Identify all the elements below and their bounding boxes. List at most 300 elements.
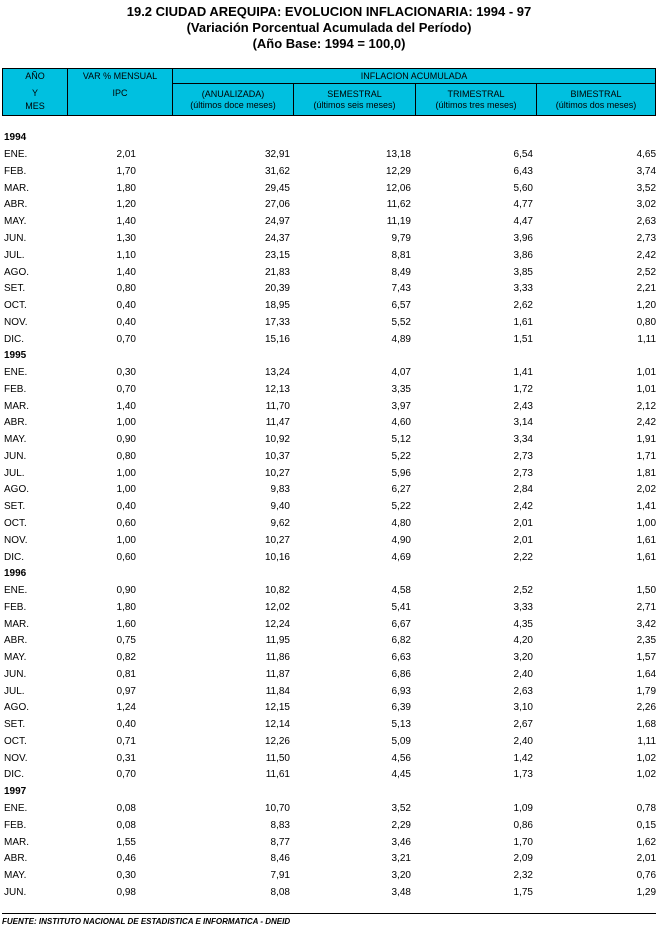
month-cell: JUN. <box>4 232 27 244</box>
trimestral-cell: 2,40 <box>513 668 533 680</box>
month-cell: ENE. <box>4 367 28 379</box>
trimestral-cell: 2,01 <box>513 534 533 546</box>
table-row <box>2 147 656 164</box>
month-cell: JUN. <box>4 450 27 462</box>
anualizada-cell: 8,46 <box>270 853 290 865</box>
anualizada-cell: 24,37 <box>264 232 290 244</box>
header-ano: AÑO <box>25 71 45 81</box>
anualizada-cell: 12,13 <box>264 383 290 395</box>
bimestral-cell: 1,61 <box>636 551 657 563</box>
anualizada-cell: 12,24 <box>264 618 290 630</box>
year-row <box>2 566 656 583</box>
semestral-cell: 4,60 <box>391 417 411 429</box>
semestral-cell: 4,56 <box>391 752 411 764</box>
table-row <box>2 415 656 432</box>
semestral-cell: 9,79 <box>391 232 411 244</box>
bimestral-cell: 1,01 <box>636 367 657 379</box>
footer-divider <box>2 913 656 914</box>
bimestral-cell: 1,81 <box>636 467 657 479</box>
bimestral-cell: 2,71 <box>636 601 657 613</box>
table-row <box>2 599 656 616</box>
var-mensual-cell: 0,80 <box>116 450 136 462</box>
var-mensual-cell: 0,31 <box>116 752 136 764</box>
header-anualizada-sub: (últimos doce meses) <box>190 100 276 110</box>
table-row <box>2 381 656 398</box>
table-row <box>2 868 656 885</box>
var-mensual-cell: 0,70 <box>116 383 136 395</box>
semestral-cell: 4,07 <box>391 367 411 379</box>
bimestral-cell: 2,21 <box>636 283 657 295</box>
trimestral-cell: 2,32 <box>513 870 533 882</box>
month-cell: DIC. <box>4 551 24 563</box>
table-row <box>2 516 656 533</box>
table-row <box>2 231 656 248</box>
bimestral-cell: 2,63 <box>636 216 657 228</box>
bimestral-cell: 1,61 <box>636 534 657 546</box>
anualizada-cell: 21,83 <box>264 266 290 278</box>
table-row <box>2 164 656 181</box>
var-mensual-cell: 1,00 <box>116 467 136 479</box>
var-mensual-cell: 0,81 <box>116 668 136 680</box>
trimestral-cell: 2,63 <box>513 685 533 697</box>
table-row <box>2 314 656 331</box>
trimestral-cell: 2,09 <box>513 853 533 865</box>
semestral-cell: 3,48 <box>391 886 411 898</box>
var-mensual-cell: 0,70 <box>116 333 136 345</box>
month-cell: MAR. <box>4 836 29 848</box>
month-cell: MAY. <box>4 652 27 664</box>
semestral-cell: 6,39 <box>391 702 411 714</box>
month-cell: ENE. <box>4 803 28 814</box>
var-mensual-cell: 0,40 <box>116 300 136 312</box>
trimestral-cell: 1,51 <box>513 333 533 345</box>
header-anualizada: (ANUALIZADA) <box>201 89 265 99</box>
trimestral-cell: 3,96 <box>513 232 533 244</box>
header-y: Y <box>31 88 38 98</box>
anualizada-cell: 11,86 <box>265 652 290 664</box>
bimestral-cell: 2,52 <box>636 266 657 278</box>
trimestral-cell: 2,01 <box>513 517 533 529</box>
header-var-mensual: VAR % MENSUAL <box>82 71 158 81</box>
anualizada-cell: 20,39 <box>264 283 290 295</box>
table-row <box>2 465 656 482</box>
trimestral-cell: 4,35 <box>513 618 533 630</box>
month-cell: SET. <box>4 283 26 295</box>
year-row <box>2 130 656 147</box>
year-label: 1996 <box>4 568 27 580</box>
semestral-cell: 13,18 <box>385 149 411 161</box>
year-label: 1997 <box>4 786 27 798</box>
anualizada-cell: 29,45 <box>264 182 290 194</box>
bimestral-cell: 1,71 <box>636 450 657 462</box>
table-row <box>2 650 656 667</box>
bimestral-cell: 1,11 <box>637 333 657 345</box>
semestral-cell: 6,63 <box>391 652 411 664</box>
semestral-cell: 5,22 <box>391 501 411 513</box>
table-row <box>2 717 656 734</box>
bimestral-cell: 2,12 <box>636 400 657 412</box>
year-label: 1995 <box>4 350 27 362</box>
trimestral-cell: 1,09 <box>513 803 533 814</box>
var-mensual-cell: 1,30 <box>116 232 136 244</box>
var-mensual-cell: 1,00 <box>116 417 136 429</box>
trimestral-cell: 1,42 <box>513 752 533 764</box>
bimestral-cell: 2,42 <box>636 417 657 429</box>
anualizada-cell: 9,62 <box>270 517 290 529</box>
bimestral-cell: 1,29 <box>636 886 657 898</box>
anualizada-cell: 32,91 <box>264 149 290 161</box>
semestral-cell: 6,86 <box>391 668 411 680</box>
table-row <box>2 834 656 851</box>
month-cell: MAR. <box>4 182 29 194</box>
base-year-note: (Año Base: 1994 = 100,0) <box>252 36 406 51</box>
title-block <box>0 4 658 52</box>
semestral-cell: 4,80 <box>391 517 411 529</box>
table-row <box>2 851 656 868</box>
table-row <box>2 247 656 264</box>
month-cell: NOV. <box>4 534 28 546</box>
table-row <box>2 884 656 901</box>
trimestral-cell: 6,43 <box>513 165 533 177</box>
anualizada-cell: 12,15 <box>264 702 290 714</box>
page-title: 19.2 CIUDAD AREQUIPA: EVOLUCION INFLACIONARIA: 1994 - 97 <box>126 4 532 19</box>
anualizada-cell: 12,26 <box>264 735 290 747</box>
bimestral-cell: 1,00 <box>636 517 657 529</box>
month-cell: OCT. <box>4 300 27 312</box>
anualizada-cell: 10,92 <box>264 434 290 446</box>
anualizada-cell: 11,70 <box>265 400 290 412</box>
table-row <box>2 365 656 382</box>
trimestral-cell: 2,22 <box>513 551 533 563</box>
var-mensual-cell: 0,08 <box>116 819 136 831</box>
table-row <box>2 432 656 449</box>
table-row <box>2 667 656 684</box>
month-cell: ENE. <box>4 585 28 597</box>
month-cell: ABR. <box>4 635 28 647</box>
anualizada-cell: 11,95 <box>265 635 290 647</box>
var-mensual-cell: 1,70 <box>116 165 136 177</box>
header-trimestral: TRIMESTRAL <box>447 89 505 99</box>
var-mensual-cell: 0,82 <box>116 652 136 664</box>
month-cell: AGO. <box>4 484 30 496</box>
month-cell: FEB. <box>4 383 27 395</box>
anualizada-cell: 12,14 <box>264 719 290 731</box>
var-mensual-cell: 0,80 <box>116 283 136 295</box>
bimestral-cell: 1,02 <box>636 752 657 764</box>
semestral-cell: 5,22 <box>391 450 411 462</box>
trimestral-cell: 3,33 <box>513 283 533 295</box>
var-mensual-cell: 0,90 <box>116 585 136 597</box>
month-cell: FEB. <box>4 819 27 831</box>
anualizada-cell: 11,61 <box>265 769 290 781</box>
month-cell: JUL. <box>4 467 25 479</box>
bimestral-cell: 1,57 <box>636 652 657 664</box>
semestral-cell: 3,46 <box>391 836 411 848</box>
table-row <box>2 264 656 281</box>
semestral-cell: 4,69 <box>391 551 411 563</box>
month-cell: AGO. <box>4 702 30 714</box>
semestral-cell: 12,29 <box>385 165 411 177</box>
table-row <box>2 801 656 818</box>
semestral-cell: 6,27 <box>391 484 411 496</box>
anualizada-cell: 8,77 <box>270 836 290 848</box>
semestral-cell: 3,21 <box>391 853 411 865</box>
bimestral-cell: 1,01 <box>636 383 657 395</box>
trimestral-cell: 2,40 <box>513 735 533 747</box>
bimestral-cell: 1,91 <box>636 434 657 446</box>
semestral-cell: 2,29 <box>391 819 411 831</box>
semestral-cell: 8,49 <box>391 266 411 278</box>
anualizada-cell: 11,50 <box>265 752 290 764</box>
anualizada-cell: 31,62 <box>264 165 290 177</box>
anualizada-cell: 7,91 <box>270 870 290 882</box>
trimestral-cell: 3,33 <box>513 601 533 613</box>
header-semestral: SEMESTRAL <box>327 89 382 99</box>
table-row <box>2 214 656 231</box>
anualizada-cell: 10,70 <box>264 803 290 814</box>
bimestral-cell: 0,78 <box>636 803 657 814</box>
semestral-cell: 5,12 <box>391 434 411 446</box>
trimestral-cell: 3,34 <box>513 434 533 446</box>
trimestral-cell: 2,67 <box>513 719 533 731</box>
semestral-cell: 4,89 <box>391 333 411 345</box>
anualizada-cell: 9,83 <box>270 484 290 496</box>
month-cell: ABR. <box>4 417 28 429</box>
semestral-cell: 3,20 <box>391 870 411 882</box>
trimestral-cell: 3,86 <box>513 249 533 261</box>
var-mensual-cell: 0,60 <box>116 517 136 529</box>
var-mensual-cell: 0,90 <box>116 434 136 446</box>
month-cell: JUN. <box>4 668 27 680</box>
bimestral-cell: 3,42 <box>636 618 657 630</box>
semestral-cell: 3,97 <box>391 400 411 412</box>
bimestral-cell: 4,65 <box>636 149 657 161</box>
year-row <box>2 348 656 365</box>
semestral-cell: 7,43 <box>391 283 411 295</box>
table-row <box>2 616 656 633</box>
table-row <box>2 197 656 214</box>
table-row <box>2 398 656 415</box>
bimestral-cell: 1,62 <box>636 836 657 848</box>
trimestral-cell: 1,75 <box>513 886 533 898</box>
var-mensual-cell: 0,70 <box>116 769 136 781</box>
anualizada-cell: 11,84 <box>265 685 290 697</box>
table-row <box>2 449 656 466</box>
trimestral-cell: 4,77 <box>513 199 533 211</box>
bimestral-cell: 3,52 <box>636 182 657 194</box>
year-label: 1994 <box>4 132 27 144</box>
anualizada-cell: 11,87 <box>265 668 290 680</box>
month-cell: JUN. <box>4 886 27 898</box>
trimestral-cell: 1,41 <box>513 367 533 379</box>
anualizada-cell: 9,40 <box>270 501 290 513</box>
table-row <box>2 532 656 549</box>
semestral-cell: 5,09 <box>391 735 411 747</box>
table-row <box>2 683 656 700</box>
var-mensual-cell: 0,97 <box>116 685 136 697</box>
bimestral-cell: 1,68 <box>636 719 657 731</box>
semestral-cell: 3,35 <box>391 383 411 395</box>
trimestral-cell: 2,84 <box>513 484 533 496</box>
header-inflacion-acumulada: INFLACION ACUMULADA <box>360 71 468 81</box>
anualizada-cell: 23,15 <box>264 249 290 261</box>
var-mensual-cell: 1,40 <box>116 400 136 412</box>
semestral-cell: 11,19 <box>386 216 411 228</box>
var-mensual-cell: 1,24 <box>116 702 136 714</box>
semestral-cell: 5,41 <box>391 601 411 613</box>
table-row <box>2 767 656 784</box>
month-cell: OCT. <box>4 735 27 747</box>
table-row <box>2 700 656 717</box>
bimestral-cell: 1,20 <box>636 300 657 312</box>
bimestral-cell: 1,11 <box>637 735 657 747</box>
bimestral-cell: 2,01 <box>636 853 657 865</box>
table-row <box>2 281 656 298</box>
header-semestral-sub: (últimos seis meses) <box>313 100 396 110</box>
trimestral-cell: 2,62 <box>513 300 533 312</box>
bimestral-cell: 2,42 <box>636 249 657 261</box>
var-mensual-cell: 2,01 <box>116 149 136 161</box>
table-row <box>2 633 656 650</box>
table-row <box>2 499 656 516</box>
var-mensual-cell: 1,80 <box>116 601 136 613</box>
var-mensual-cell: 0,40 <box>116 719 136 731</box>
anualizada-cell: 11,47 <box>265 417 290 429</box>
var-mensual-cell: 0,08 <box>116 803 136 814</box>
anualizada-cell: 27,06 <box>264 199 290 211</box>
month-cell: NOV. <box>4 316 28 328</box>
var-mensual-cell: 0,75 <box>116 635 136 647</box>
anualizada-cell: 8,83 <box>270 819 290 831</box>
trimestral-cell: 3,10 <box>513 702 533 714</box>
trimestral-cell: 1,70 <box>513 836 533 848</box>
table-row <box>2 750 656 767</box>
anualizada-cell: 12,02 <box>264 601 290 613</box>
trimestral-cell: 6,54 <box>513 149 533 161</box>
page-subtitle: (Variación Porcentual Acumulada del Período) <box>186 20 472 35</box>
trimestral-cell: 2,73 <box>513 450 533 462</box>
trimestral-cell: 5,60 <box>513 182 533 194</box>
month-cell: DIC. <box>4 769 24 781</box>
semestral-cell: 8,81 <box>391 249 411 261</box>
bimestral-cell: 2,35 <box>636 635 657 647</box>
month-cell: SET. <box>4 719 26 731</box>
month-cell: ABR. <box>4 853 28 865</box>
anualizada-cell: 24,97 <box>264 216 290 228</box>
var-mensual-cell: 1,10 <box>116 249 136 261</box>
year-row <box>2 784 656 801</box>
table-row <box>2 331 656 348</box>
source-footer: FUENTE: INSTITUTO NACIONAL DE ESTADISTICA E INFORMATICA - DNEID <box>2 917 291 926</box>
trimestral-cell: 2,73 <box>513 467 533 479</box>
month-cell: FEB. <box>4 165 27 177</box>
month-cell: JUL. <box>4 685 25 697</box>
bimestral-cell: 1,64 <box>636 668 657 680</box>
table-row <box>2 298 656 315</box>
semestral-cell: 11,62 <box>386 199 411 211</box>
month-cell: MAY. <box>4 434 27 446</box>
var-mensual-cell: 1,40 <box>116 266 136 278</box>
table-row <box>2 583 656 600</box>
table-row <box>2 549 656 566</box>
month-cell: MAY. <box>4 870 27 882</box>
table-row <box>2 180 656 197</box>
semestral-cell: 5,52 <box>391 316 411 328</box>
anualizada-cell: 10,37 <box>264 450 290 462</box>
anualizada-cell: 8,08 <box>270 886 290 898</box>
month-cell: MAY. <box>4 216 27 228</box>
semestral-cell: 6,67 <box>391 618 411 630</box>
month-cell: NOV. <box>4 752 28 764</box>
semestral-cell: 4,90 <box>391 534 411 546</box>
anualizada-cell: 10,16 <box>264 551 290 563</box>
trimestral-cell: 4,47 <box>513 216 533 228</box>
month-cell: AGO. <box>4 266 30 278</box>
trimestral-cell: 2,42 <box>513 501 533 513</box>
month-cell: ENE. <box>4 149 28 161</box>
header-mes: MES <box>25 101 45 111</box>
trimestral-cell: 1,73 <box>513 769 533 781</box>
var-mensual-cell: 1,55 <box>116 836 136 848</box>
var-mensual-cell: 1,00 <box>116 484 136 496</box>
var-mensual-cell: 0,46 <box>116 853 136 865</box>
month-cell: ABR. <box>4 199 28 211</box>
table-row <box>2 817 656 834</box>
bimestral-cell: 1,79 <box>636 685 657 697</box>
semestral-cell: 4,45 <box>391 769 411 781</box>
semestral-cell: 4,58 <box>391 585 411 597</box>
trimestral-cell: 1,61 <box>513 316 533 328</box>
month-cell: JUL. <box>4 249 25 261</box>
bimestral-cell: 2,73 <box>636 232 657 244</box>
header-ipc: IPC <box>112 88 128 98</box>
semestral-cell: 6,57 <box>391 300 411 312</box>
var-mensual-cell: 0,60 <box>116 551 136 563</box>
anualizada-cell: 15,16 <box>264 333 290 345</box>
bimestral-cell: 1,41 <box>636 501 657 513</box>
month-cell: DIC. <box>4 333 24 345</box>
bimestral-cell: 3,74 <box>636 165 657 177</box>
var-mensual-cell: 1,60 <box>116 618 136 630</box>
anualizada-cell: 18,95 <box>264 300 290 312</box>
semestral-cell: 6,82 <box>391 635 411 647</box>
header-divider <box>172 83 655 84</box>
header-bimestral-sub: (últimos dos meses) <box>555 100 637 110</box>
var-mensual-cell: 0,30 <box>116 367 136 379</box>
trimestral-cell: 3,14 <box>513 417 533 429</box>
var-mensual-cell: 0,40 <box>116 501 136 513</box>
trimestral-cell: 4,20 <box>513 635 533 647</box>
trimestral-cell: 2,43 <box>513 400 533 412</box>
var-mensual-cell: 1,00 <box>116 534 136 546</box>
semestral-cell: 5,96 <box>391 467 411 479</box>
trimestral-cell: 1,72 <box>513 383 533 395</box>
table-row <box>2 482 656 499</box>
anualizada-cell: 10,27 <box>264 534 290 546</box>
var-mensual-cell: 0,71 <box>116 735 136 747</box>
data-table <box>2 130 656 901</box>
bimestral-cell: 0,15 <box>636 819 657 831</box>
month-cell: OCT. <box>4 517 27 529</box>
month-cell: MAR. <box>4 618 29 630</box>
month-cell: FEB. <box>4 601 27 613</box>
month-cell: MAR. <box>4 400 29 412</box>
semestral-cell: 5,13 <box>391 719 411 731</box>
var-mensual-cell: 1,80 <box>116 182 136 194</box>
var-mensual-cell: 0,30 <box>116 870 136 882</box>
var-mensual-cell: 1,40 <box>116 216 136 228</box>
var-mensual-cell: 1,20 <box>116 199 136 211</box>
